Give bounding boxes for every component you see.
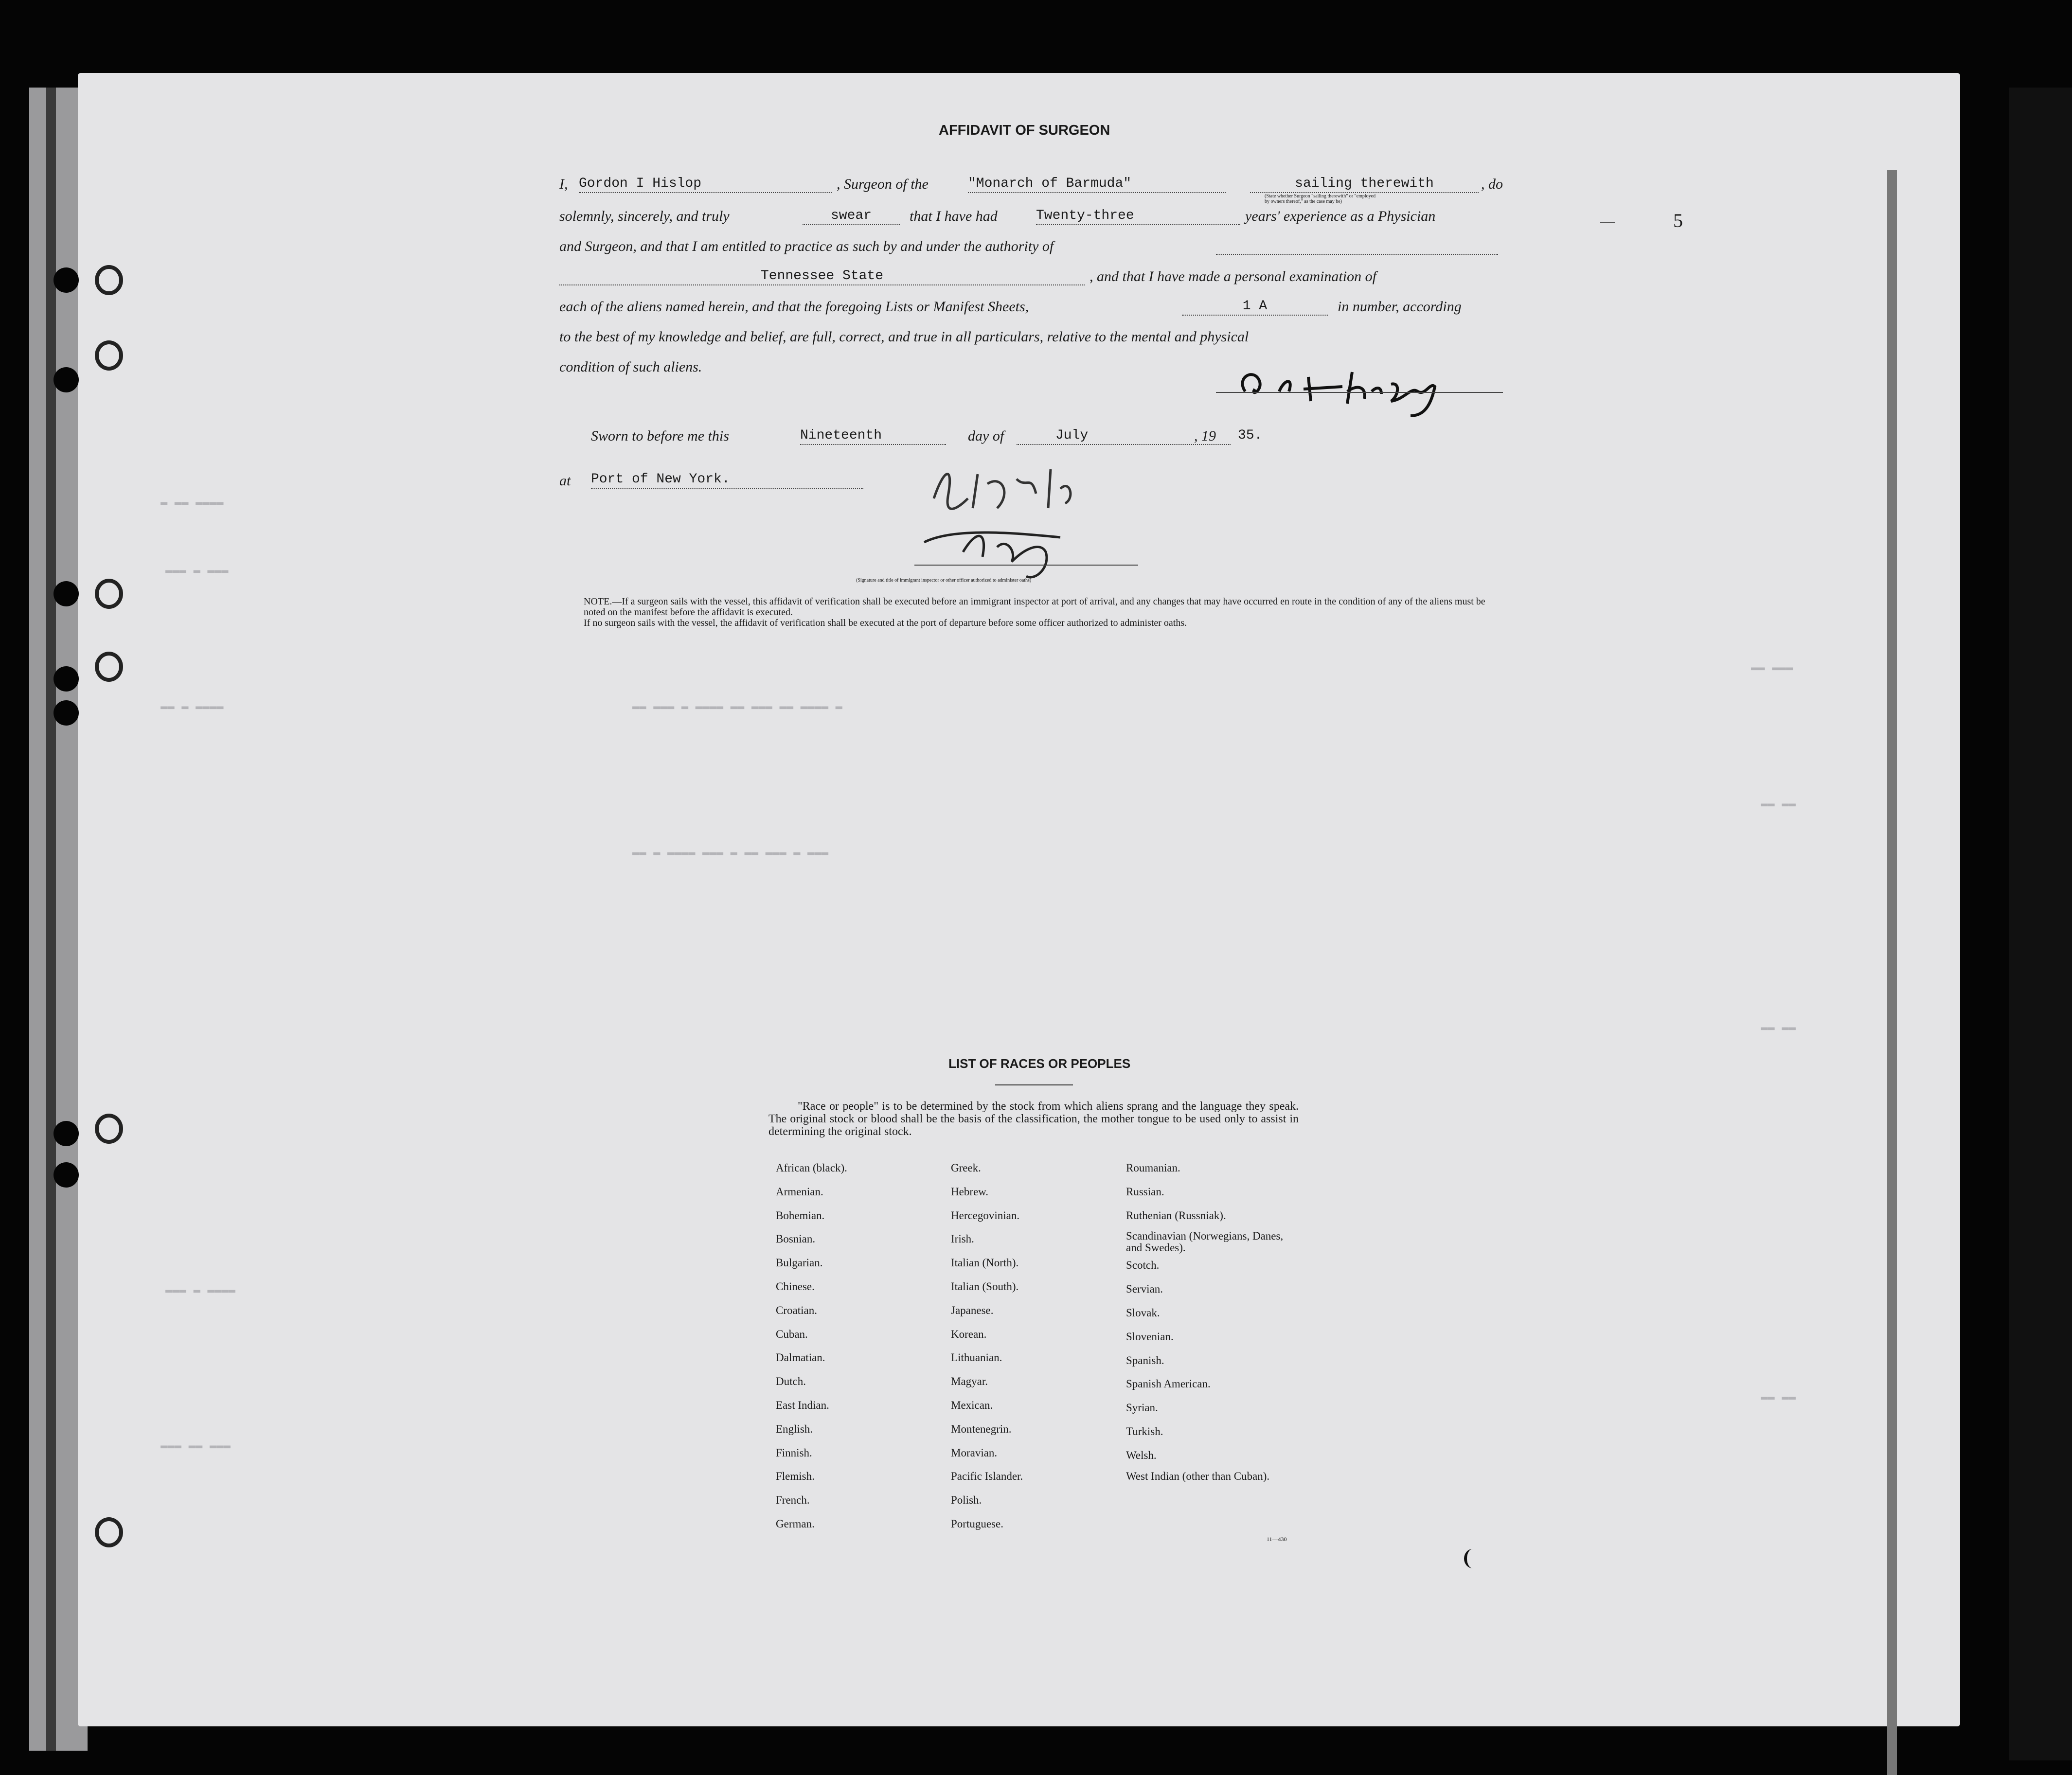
race-item: Spanish. [1126, 1354, 1164, 1367]
race-item: Italian (North). [951, 1257, 1019, 1269]
affidavit-line-2-end: years' experience as a Physician [1245, 208, 1436, 224]
race-item: Servian. [1126, 1283, 1163, 1296]
race-item: Montenegrin. [951, 1422, 1012, 1435]
affidavit-line-3: and Surgeon, and that I am entitled to practice as such by and under the authority of [559, 238, 1054, 254]
inspector-signature [914, 455, 1158, 596]
races-column-3 [1126, 1156, 1301, 1482]
affidavit-line-4-end: , and that I have made a personal examination of [1090, 268, 1376, 284]
note-paragraph-2: If no surgeon sails with the vessel, the affidavit of verification shall be executed at the port of departure before some officer authorized to administer oaths. [584, 618, 1187, 628]
punch-hole-icon [54, 700, 79, 726]
sworn-day-field: Nineteenth [800, 428, 946, 445]
punch-hole-icon [95, 265, 123, 295]
race-item: Finnish. [776, 1446, 812, 1459]
race-item: Italian (South). [951, 1280, 1019, 1293]
bleed-through-text: ▬▬ ▬▬ [1761, 1021, 1796, 1034]
punch-hole-icon [95, 652, 123, 682]
punch-hole-icon [54, 267, 79, 293]
page-number: 5 [1673, 210, 1683, 231]
race-item: Dalmatian. [776, 1351, 825, 1364]
authority-blank [1216, 239, 1498, 255]
race-item: African (black). [776, 1162, 847, 1174]
races-title: LIST OF RACES OR PEOPLES [948, 1056, 1131, 1071]
punch-hole-icon [95, 1114, 123, 1144]
bleed-through-text: ▬▬ ▬▬ [1761, 798, 1796, 811]
sworn-year-field: 35. [1238, 428, 1263, 443]
race-item: Irish. [951, 1233, 974, 1245]
race-item: English. [776, 1422, 813, 1435]
manifest-sheets-field: 1 A [1182, 299, 1328, 316]
race-item: Hercegovinian. [951, 1209, 1020, 1222]
race-item: Chinese. [776, 1280, 815, 1293]
race-item: Ruthenian (Russniak). [1126, 1209, 1226, 1222]
sworn-at-label: at [559, 473, 571, 489]
affidavit-line-7: condition of such aliens. [559, 359, 702, 375]
race-item: Japanese. [951, 1304, 994, 1316]
affidavit-title: AFFIDAVIT OF SURGEON [939, 123, 1110, 138]
punch-hole-icon [95, 340, 123, 371]
affidavit-line-5-start: each of the aliens named herein, and that the foregoing Lists or Manifest Sheets, [559, 299, 1029, 315]
punch-hole-icon [54, 1121, 79, 1146]
punch-hole-icon [54, 367, 79, 392]
affidavit-line-1-middle: , Surgeon of the [837, 176, 929, 192]
race-item: Turkish. [1126, 1425, 1163, 1438]
race-item: Dutch. [776, 1375, 806, 1388]
authority-field: Tennessee State [559, 268, 1085, 285]
race-item: Lithuanian. [951, 1351, 1002, 1364]
affidavit-note [559, 596, 1503, 628]
affidavit-line-5-end: in number, according [1338, 299, 1462, 315]
bleed-through-text: ▬▬▬ ▬▬ ▬▬▬ [161, 1439, 231, 1453]
bleed-through-text: ▬▬ ▬ ▬▬▬▬ ▬▬▬ ▬ ▬▬ ▬▬▬ ▬ ▬▬▬ [632, 846, 829, 859]
punch-hole-icon [54, 666, 79, 692]
race-item: Croatian. [776, 1304, 817, 1316]
race-item: Bosnian. [776, 1233, 816, 1245]
punch-hole-icon [54, 1162, 79, 1188]
sworn-line-middle: day of [968, 428, 1004, 444]
race-item: Syrian. [1126, 1402, 1158, 1414]
race-item: Slovak. [1126, 1306, 1160, 1319]
oath-field: swear [803, 208, 900, 225]
race-item: Slovenian. [1126, 1330, 1174, 1343]
affidavit-line-2-start: solemnly, sincerely, and truly [559, 208, 730, 224]
port-field: Port of New York. [591, 472, 863, 489]
affidavit-line-2-middle: that I have had [910, 208, 998, 224]
race-item: Scandinavian (Norwegians, Danes, and Swedes). [1126, 1230, 1284, 1254]
race-item: Bohemian. [776, 1209, 825, 1222]
ink-mark [1464, 1549, 1482, 1568]
sworn-line-start: Sworn to before me this [591, 428, 729, 444]
race-item: Greek. [951, 1162, 981, 1174]
sailing-status-field: sailing therewith [1250, 176, 1479, 193]
sworn-year-prefix: , 19 [1194, 428, 1216, 444]
races-column-2 [951, 1156, 1023, 1536]
race-item: Portuguese. [951, 1517, 1003, 1530]
affidavit-line-6: to the best of my knowledge and belief, are full, correct, and true in all particulars, relative to the mental and physical [559, 329, 1249, 345]
affidavit-line-1-start: I, [559, 176, 568, 192]
affidavit-line-1-end: , do [1481, 176, 1503, 192]
races-description: "Race or people" is to be determined by the stock from which aliens sprang and the language they speak. The original stock or blood shall be the basis of the classification, the mother tongue to be used only to assist in determining the original stock. [768, 1100, 1299, 1138]
race-item: French. [776, 1494, 810, 1507]
race-item: Bulgarian. [776, 1257, 823, 1269]
binding-edge [46, 88, 56, 1751]
race-item: West Indian (other than Cuban). [1126, 1470, 1270, 1482]
race-item: Cuban. [776, 1328, 808, 1340]
bleed-through-text: ▬▬ ▬ ▬▬▬▬ [161, 700, 224, 713]
surgeon-name-field: Gordon I Hislop [579, 176, 832, 193]
race-item: Scotch. [1126, 1259, 1160, 1272]
race-item: Mexican. [951, 1399, 993, 1411]
page-number-dash [1600, 222, 1615, 223]
years-experience-field: Twenty-three [1036, 208, 1240, 225]
race-item: Russian. [1126, 1185, 1164, 1198]
punch-hole-icon [54, 581, 79, 606]
race-item: Welsh. [1126, 1449, 1157, 1461]
races-title-rule [995, 1084, 1073, 1085]
race-item: East Indian. [776, 1399, 829, 1411]
punch-hole-icon [95, 1517, 123, 1547]
races-column-1 [776, 1156, 847, 1536]
race-item: Korean. [951, 1328, 987, 1340]
race-item: Roumanian. [1126, 1162, 1180, 1174]
race-item: Armenian. [776, 1185, 823, 1198]
punch-hole-icon [95, 579, 123, 609]
race-item: Hebrew. [951, 1185, 989, 1198]
bleed-through-text: ▬▬▬ ▬ ▬▬▬ [165, 564, 229, 577]
status-instruction-note: (State whether Surgeon "sailing therewith" or "employed by owners thereof," as the case may be) [1265, 194, 1376, 204]
bleed-through-text: ▬▬ ▬▬▬ [1751, 661, 1793, 674]
right-border [2009, 88, 2072, 1760]
race-item: German. [776, 1517, 815, 1530]
signature-line [1216, 392, 1503, 393]
race-item: Spanish American. [1126, 1378, 1211, 1390]
race-item: Polish. [951, 1494, 982, 1507]
bleed-through-text: ▬▬▬ ▬ ▬▬▬▬ [165, 1284, 236, 1297]
inspector-signature-caption: (Signature and title of immigrant inspector or other officer authorized to administer oaths) [856, 578, 1032, 583]
sworn-month-field: July [1017, 428, 1231, 445]
race-item: Moravian. [951, 1446, 998, 1459]
surgeon-signature [1226, 357, 1479, 421]
page-edge-shadow [1887, 170, 1897, 1775]
race-item: Flemish. [776, 1470, 815, 1483]
note-paragraph-1: NOTE.—If a surgeon sails with the vessel, this affidavit of verification shall be executed before an immigrant inspector at port of arrival, and any changes that may have occurred en route in the condition of any of the aliens must be noted on the manifest before the affidavit is executed. [584, 596, 1485, 618]
bleed-through-text: ▬▬ ▬▬▬ ▬ ▬▬▬▬ ▬▬ ▬▬▬ ▬▬ ▬▬▬▬ ▬ [632, 700, 843, 713]
vessel-name-field: "Monarch of Barmuda" [968, 176, 1226, 193]
form-number: 11—430 [1267, 1536, 1287, 1543]
race-item: Pacific Islander. [951, 1470, 1023, 1483]
bleed-through-text: ▬ ▬▬ ▬▬▬▬ [161, 496, 224, 509]
race-item: Magyar. [951, 1375, 988, 1388]
bleed-through-text: ▬▬ ▬▬ [1761, 1391, 1796, 1404]
